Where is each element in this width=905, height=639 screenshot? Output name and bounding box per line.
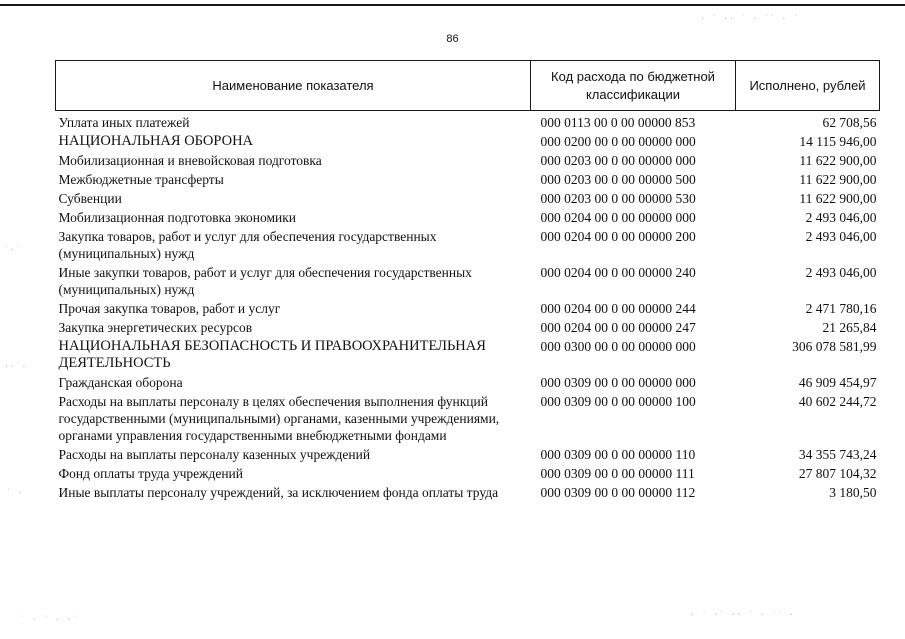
table-row [56, 152, 880, 171]
row-name: Уплата иных платежей [58, 115, 190, 130]
table-row [56, 111, 880, 134]
table-row [56, 393, 880, 446]
scan-noise: · ˙ ·· ˙ · ˙˙ · ˙ [700, 14, 799, 23]
table-row [56, 465, 880, 484]
row-name: Прочая закупка товаров, работ и услуг [58, 301, 281, 316]
row-code: 000 0300 00 0 00 00000 000 [540, 339, 696, 354]
row-code: 000 0203 00 0 00 00000 000 [540, 153, 696, 168]
row-name: Фонд оплаты труда учреждений [58, 466, 243, 481]
row-name: Мобилизационная и вневойсковая подготовка [58, 153, 322, 168]
row-name: Иные закупки товаров, работ и услуг для обеспечения государственных (муниципальных) нужд [58, 265, 472, 297]
row-name: НАЦИОНАЛЬНАЯ ОБОРОНА [58, 133, 254, 149]
row-amount: 2 493 046,00 [805, 265, 877, 280]
row-code: 000 0203 00 0 00 00000 530 [540, 191, 696, 206]
table-row [56, 446, 880, 465]
row-amount: 2 493 046,00 [805, 229, 877, 244]
row-name: Расходы на выплаты персоналу казенных учреждений [58, 447, 371, 462]
row-code: 000 0204 00 0 00 00000 240 [540, 265, 696, 280]
row-amount: 46 909 454,97 [798, 375, 877, 390]
table-row [56, 319, 880, 338]
row-amount: 34 355 743,24 [798, 447, 877, 462]
row-name: Закупка товаров, работ и услуг для обеспечения государственных (муниципальных) нужд [58, 229, 437, 261]
row-code: 000 0113 00 0 00 00000 853 [540, 115, 696, 130]
row-code: 000 0309 00 0 00 00000 111 [540, 466, 695, 481]
header-name: Наименование показателя [56, 61, 531, 111]
row-amount: 14 115 946,00 [799, 134, 877, 149]
row-code: 000 0309 00 0 00 00000 112 [540, 485, 696, 500]
table-row [56, 300, 880, 319]
row-amount: 306 078 581,99 [792, 339, 877, 354]
row-code: 000 0204 00 0 00 00000 200 [540, 229, 696, 244]
scan-noise: ˙ · [6, 488, 24, 497]
row-code: 000 0204 00 0 00 00000 244 [540, 301, 696, 316]
row-name: Закупка энергетических ресурсов [58, 320, 253, 335]
row-name: Расходы на выплаты персоналу в целях обеспечения выполнения функций государственными (муниципальными) органами, казенными учреждениями, органами управления государственными внебюджетными фондами [58, 394, 500, 443]
row-name: Мобилизационная подготовка экономики [58, 210, 297, 225]
row-code: 000 0309 00 0 00 00000 000 [540, 375, 696, 390]
row-code: 000 0309 00 0 00 00000 110 [540, 447, 696, 462]
row-name: Гражданская оборона [58, 375, 183, 390]
row-amount: 11 622 900,00 [799, 172, 877, 187]
top-rule [0, 4, 905, 6]
scan-noise: · ˙ ·˙ ·· ˙ · ˙˙ · [690, 610, 795, 619]
row-amount: 21 265,84 [822, 320, 877, 335]
table-header-row [56, 61, 880, 111]
row-amount: 2 493 046,00 [805, 210, 877, 225]
table-row [56, 209, 880, 228]
page-number: 86 [446, 33, 459, 45]
table-row [56, 338, 880, 374]
row-amount: 2 471 780,16 [805, 301, 877, 316]
table-row [56, 484, 880, 503]
row-code: 000 0204 00 0 00 00000 247 [540, 320, 696, 335]
row-code: 000 0200 00 0 00 00000 000 [540, 134, 696, 149]
expenditure-table [55, 60, 880, 503]
row-name: Иные выплаты персоналу учреждений, за исключением фонда оплаты труда [58, 485, 499, 500]
row-code: 000 0204 00 0 00 00000 000 [540, 210, 696, 225]
row-amount: 11 622 900,00 [799, 191, 877, 206]
row-name: Межбюджетные трансферты [58, 172, 224, 187]
row-amount: 3 180,50 [829, 485, 877, 500]
scan-noise: ˙·˙ [4, 245, 22, 254]
table-row [56, 264, 880, 300]
row-amount: 11 622 900,00 [799, 153, 877, 168]
table-row [56, 133, 880, 152]
header-amount: Исполнено, рублей [736, 61, 880, 111]
table-row [56, 374, 880, 393]
row-name: НАЦИОНАЛЬНАЯ БЕЗОПАСНОСТЬ И ПРАВООХРАНИТЕЛЬНАЯ ДЕЯТЕЛЬНОСТЬ [58, 338, 486, 371]
row-code: 000 0203 00 0 00 00000 500 [540, 172, 696, 187]
table-row [56, 171, 880, 190]
scan-noise: ··˙· [4, 362, 28, 371]
row-amount: 62 708,56 [822, 115, 877, 130]
scan-noise: ˙ · ˙ · ·˙ [20, 615, 79, 624]
table-row [56, 190, 880, 209]
header-code: Код расхода по бюджетной классификации [531, 61, 736, 111]
row-name: Субвенции [58, 191, 122, 206]
table-row [56, 228, 880, 264]
row-code: 000 0309 00 0 00 00000 100 [540, 394, 696, 409]
row-amount: 40 602 244,72 [798, 394, 877, 409]
row-amount: 27 807 104,32 [798, 466, 877, 481]
